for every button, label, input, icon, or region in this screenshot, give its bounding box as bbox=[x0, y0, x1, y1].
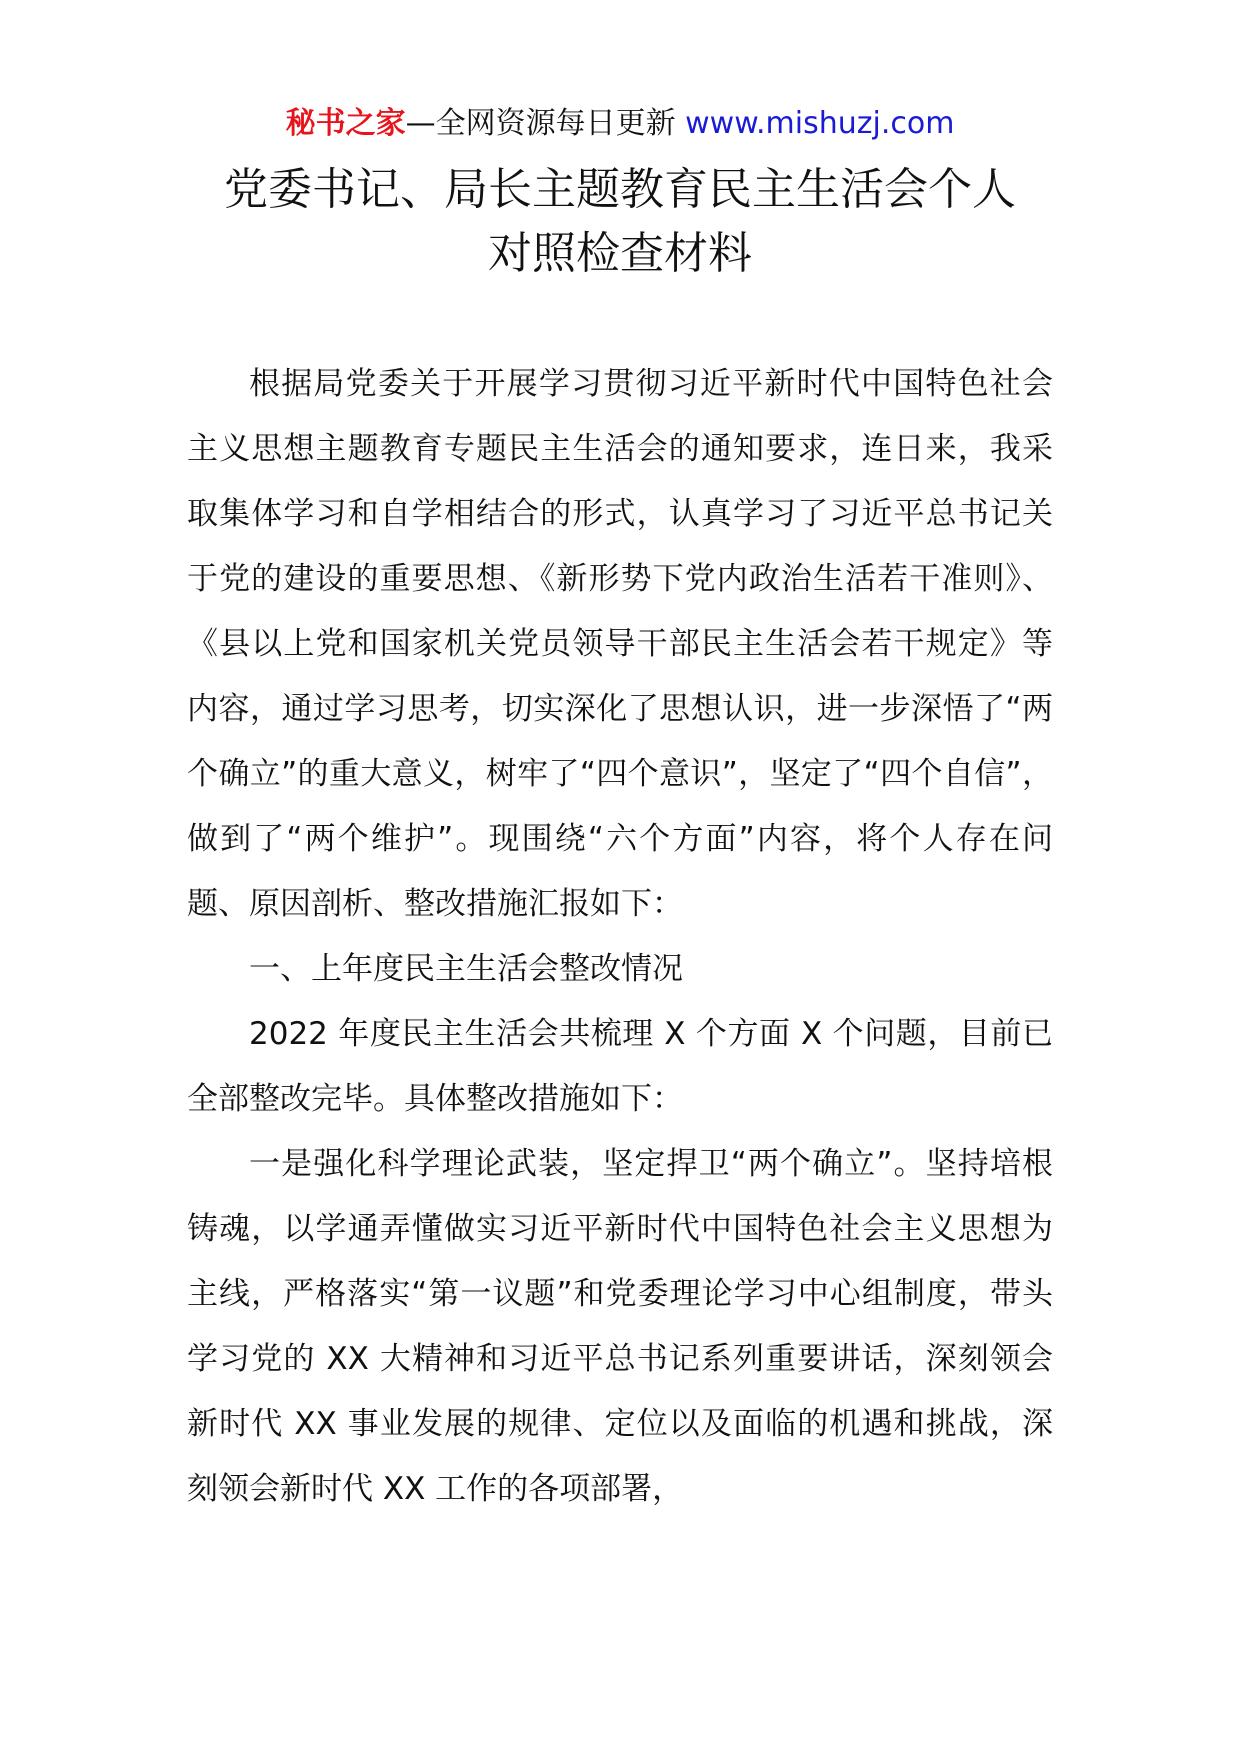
document-title bbox=[150, 158, 1090, 286]
title-line-1: 党委书记、局长主题教育民主生活会个人 bbox=[224, 164, 1016, 215]
paragraph-summary: 2022 年度民主生活会共梳理 X 个方面 X 个问题，目前已全部整改完毕。具体整改措施如下： bbox=[187, 1016, 1053, 1117]
site-header bbox=[0, 100, 1240, 148]
paragraph-measure-1: 一是强化科学理论武装，坚定捍卫“两个确立”。坚持培根铸魂，以学通弄懂做实习近平新时代中国特色社会主义思想为主线，严格落实“第一议题”和党委理论学习中心组制度，带头学习党的 XX 大精神和习近平总书记系列重要讲话，深刻领会新时代 XX 事业发展的规律、定位以及面临的机遇和挑战，深刻领会新时代 XX 工作的各项部署， bbox=[187, 1146, 1053, 1507]
title-line-2: 对照检查材料 bbox=[488, 228, 752, 279]
paragraph-intro: 根据局党委关于开展学习贯彻习近平新时代中国特色社会主义思想主题教育专题民主生活会的通知要求，连日来，我采取集体学习和自学相结合的形式，认真学习了习近平总书记关于党的建设的重要思想、《新形势下党内政治生活若干准则》、《县以上党和国家机关党员领导干部民主生活会若干规定》等内容，通过学习思考，切实深化了思想认识，进一步深悟了“两个确立”的重大意义，树牢了“四个意识”，坚定了“四个自信”，做到了“两个维护”。现围绕“六个方面”内容，将个人存在问题、原因剖析、整改措施汇报如下： bbox=[187, 366, 1053, 922]
document-body bbox=[187, 352, 1053, 1522]
brand-name: 秘书之家 bbox=[285, 106, 406, 141]
section-heading-1: 一、上年度民主生活会整改情况 bbox=[249, 951, 683, 987]
site-url-link[interactable]: www.mishuzj.com bbox=[685, 106, 955, 141]
header-tagline: —全网资源每日更新 bbox=[405, 106, 676, 141]
